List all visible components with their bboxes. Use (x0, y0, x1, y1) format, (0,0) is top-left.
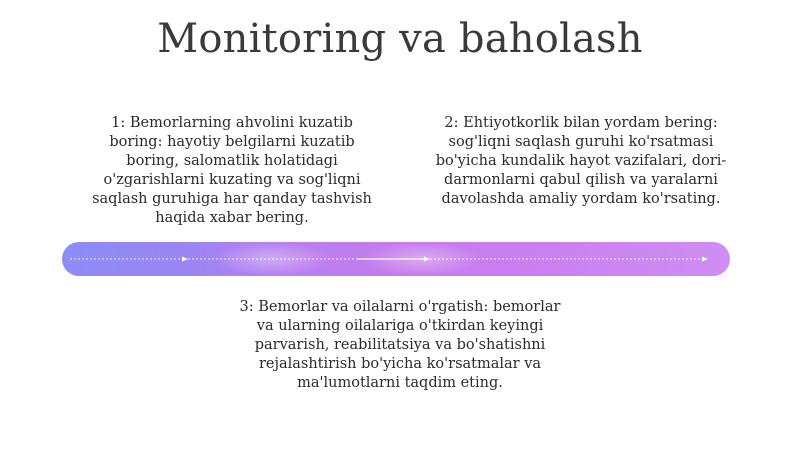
timeline-bar (62, 242, 730, 276)
page-title: Monitoring va baholash (157, 16, 643, 62)
arrow-head-icon (424, 257, 430, 262)
step-1-text: 1: Bemorlarning ahvolini kuzatib boring: hayotiy belgilarni kuzatib boring, salomatlik holatidagi o'zgarishlarni kuzating va sog'liqni saqlash guruhiga har qanday tashvish haqida xabar bering. (92, 115, 372, 226)
arrow-head-icon (702, 257, 708, 262)
timeline-arrows (62, 242, 730, 276)
step-2-text: 2: Ehtiyotkorlik bilan yordam bering: sog'liqni saqlash guruhi ko'rsatmasi bo'yicha kundalik hayot vazifalari, dori-darmonlarni qabul qilish va yaralarni davolashda amaliy yordam ko'rsating. (435, 115, 727, 207)
step-3-text: 3: Bemorlar va oilalarni o'rgatish: bemorlar va ularning oilalariga o'tkirdan keyingi parvarish, reabilitatsiya va bo'shatishni rejalashtirish bo'yicha ko'rsatmalar va ma'lumotlarni taqdim eting. (239, 299, 561, 391)
arrow-head-icon (182, 257, 188, 262)
